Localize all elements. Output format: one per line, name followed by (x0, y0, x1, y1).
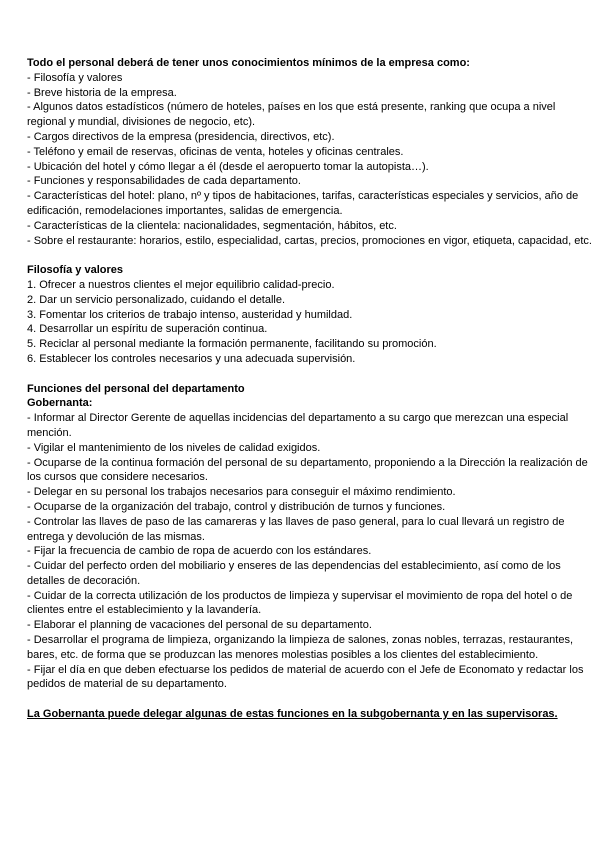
list-item: 3. Fomentar los criterios de trabajo intenso, austeridad y humildad. (27, 308, 353, 321)
list-item: - Desarrollar el programa de limpieza, organizando la limpieza de salones, zonas nobles, terrazas, restaurantes, bares, etc. de forma que se produzcan las menores molestias posibles a los clientes del establecimiento. (27, 634, 573, 661)
list-item: - Ocuparse de la organización del trabajo, control y distribución de turnos y funciones. (27, 500, 446, 513)
list-item: - Delegar en su personal los trabajos necesarios para conseguir el máximo rendimiento. (27, 486, 456, 499)
section-heading-functions: Funciones del personal del departamento (27, 382, 245, 395)
section-values (27, 263, 593, 367)
list-item: - Informar al Director Gerente de aquellas incidencias del departamento a su cargo que merezcan una especial mención. (27, 412, 569, 439)
list-item: - Teléfono y email de reservas, oficinas de venta, hoteles y oficinas centrales. (27, 145, 404, 158)
list-item: - Características de la clientela: nacionalidades, segmentación, hábitos, etc. (27, 219, 397, 232)
list-item: - Breve historia de la empresa. (27, 86, 177, 99)
section-heading-knowledge: Todo el personal deberá de tener unos conocimientos mínimos de la empresa como: (27, 57, 470, 69)
list-item: - Elaborar el planning de vacaciones del personal de su departamento. (27, 619, 372, 632)
list-item: - Cargos directivos de la empresa (presidencia, directivos, etc). (27, 130, 335, 143)
section-functions (27, 382, 593, 693)
list-item: - Algunos datos estadísticos (número de hoteles, países en los que está presente, ranking que ocupa a nivel regional y mundial, divisiones de negocio, etc). (27, 101, 556, 129)
list-item: - Características del hotel: plano, nº y tipos de habitaciones, tarifas, características especiales y servicios, año de edificación, remodelaciones importantes, salidas de emergencia. (27, 190, 579, 217)
list-item: - Fijar el día en que deben efectuarse los pedidos de material de acuerdo con el Jefe de Economato y redactar los pedidos de material de su departamento. (27, 663, 584, 691)
spacer (27, 248, 593, 263)
section-knowledge (27, 56, 593, 248)
list-item: - Controlar las llaves de paso de las camareras y las llaves de paso general, para lo cual llevará un registro de entrega y devolución de las mismas. (27, 515, 565, 543)
list-item: - Ubicación del hotel y cómo llegar a él (desde el aeropuerto tomar la autopista…). (27, 160, 429, 173)
section-heading-values: Filosofía y valores (27, 264, 123, 277)
list-item: 6. Establecer los controles necesarios y una adecuada supervisión. (27, 352, 356, 365)
list-item: - Funciones y responsabilidades de cada departamento. (27, 175, 301, 188)
spacer (27, 367, 593, 382)
footer-note: La Gobernanta puede delegar algunas de estas funciones en la subgobernanta y en las supervisoras. (27, 708, 558, 721)
spacer (27, 692, 593, 707)
list-item: - Filosofía y valores (27, 71, 123, 84)
list-item: 2. Dar un servicio personalizado, cuidando el detalle. (27, 293, 286, 306)
list-item: 4. Desarrollar un espíritu de superación continua. (27, 323, 268, 336)
list-item: 1. Ofrecer a nuestros clientes el mejor equilibrio calidad-precio. (27, 278, 335, 291)
section-subheading-gobernanta: Gobernanta: (27, 397, 93, 410)
list-item: 5. Reciclar al personal mediante la formación permanente, facilitando su promoción. (27, 338, 437, 351)
list-item: - Vigilar el mantenimiento de los niveles de calidad exigidos. (27, 441, 321, 454)
list-item: - Cuidar de la correcta utilización de los productos de limpieza y supervisar el movimiento de ropa del hotel o de clientes entre el establecimiento y la lavandería. (27, 589, 573, 617)
document-page (27, 56, 593, 722)
list-item: - Fijar la frecuencia de cambio de ropa de acuerdo con los estándares. (27, 545, 372, 558)
list-item: - Cuidar del perfecto orden del mobiliario y enseres de las dependencias del establecimiento, así como de los detalles de decoración. (27, 560, 561, 587)
list-item: - Sobre el restaurante: horarios, estilo, especialidad, cartas, precios, promociones en vigor, etiqueta, capacidad, etc. (27, 234, 592, 247)
list-item: - Ocuparse de la continua formación del personal de su departamento, proponiendo a la Dirección la realización de los cursos que considere necesarios. (27, 456, 588, 484)
